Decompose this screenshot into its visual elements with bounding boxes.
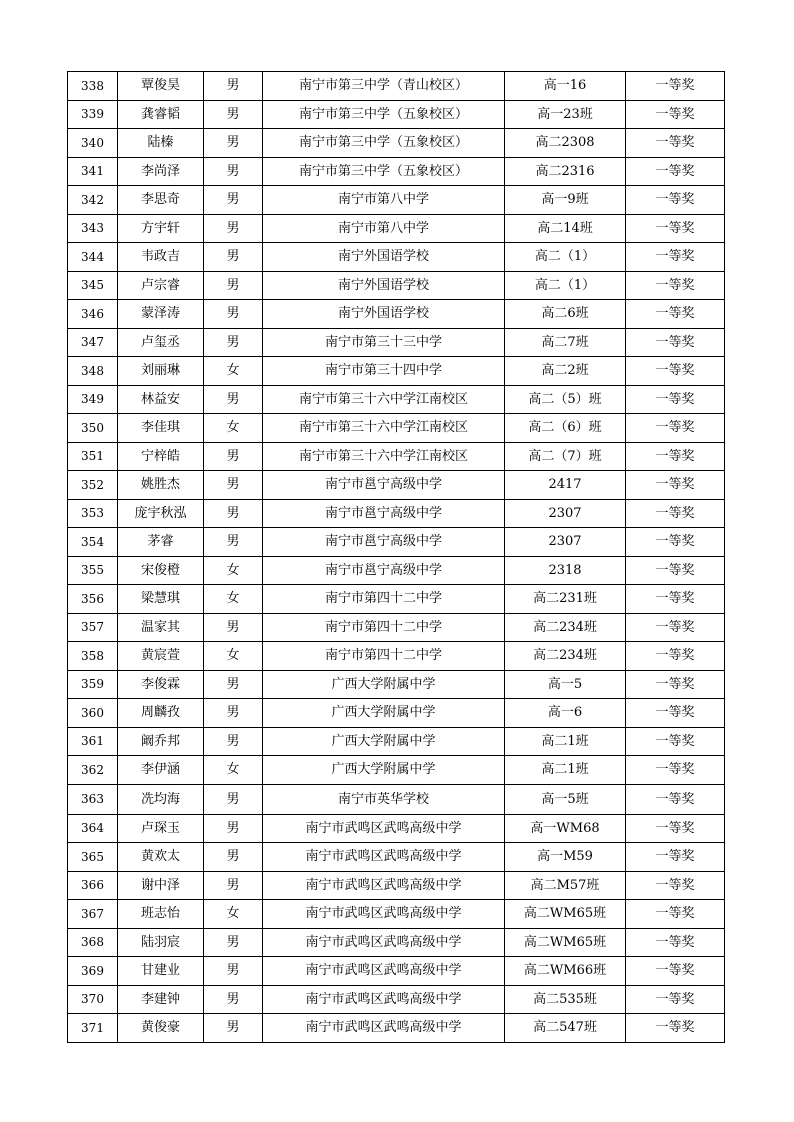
award-level: 一等奖 xyxy=(626,642,725,671)
award-level: 一等奖 xyxy=(626,414,725,443)
student-name: 庞宇秋泓 xyxy=(118,499,204,528)
award-level: 一等奖 xyxy=(626,385,725,414)
class-name: 高二234班 xyxy=(505,642,626,671)
table-row xyxy=(68,157,725,186)
gender-cell: 男 xyxy=(204,271,263,300)
gender-cell: 男 xyxy=(204,699,263,728)
class-name: 2417 xyxy=(505,471,626,500)
row-number: 354 xyxy=(68,528,118,557)
award-level: 一等奖 xyxy=(626,985,725,1014)
row-number: 356 xyxy=(68,585,118,614)
row-number: 342 xyxy=(68,186,118,215)
student-name: 卢琛玉 xyxy=(118,814,204,843)
class-name: 高一9班 xyxy=(505,186,626,215)
student-name: 蒙泽涛 xyxy=(118,300,204,329)
school-name: 南宁市第八中学 xyxy=(263,214,505,243)
gender-cell: 女 xyxy=(204,585,263,614)
student-name: 梁慧琪 xyxy=(118,585,204,614)
gender-cell: 男 xyxy=(204,670,263,699)
class-name: 高一5班 xyxy=(505,784,626,814)
row-number: 348 xyxy=(68,357,118,386)
award-level: 一等奖 xyxy=(626,528,725,557)
school-name: 南宁市武鸣区武鸣高级中学 xyxy=(263,871,505,900)
student-name: 龚睿韬 xyxy=(118,100,204,129)
table-row xyxy=(68,72,725,101)
school-name: 广西大学附属中学 xyxy=(263,670,505,699)
class-name: 高二（7）班 xyxy=(505,442,626,471)
gender-cell: 女 xyxy=(204,556,263,585)
school-name: 南宁市邕宁高级中学 xyxy=(263,528,505,557)
school-name: 广西大学附属中学 xyxy=(263,699,505,728)
row-number: 365 xyxy=(68,843,118,872)
gender-cell: 男 xyxy=(204,1014,263,1043)
gender-cell: 男 xyxy=(204,499,263,528)
row-number: 345 xyxy=(68,271,118,300)
gender-cell: 男 xyxy=(204,843,263,872)
school-name: 南宁市武鸣区武鸣高级中学 xyxy=(263,985,505,1014)
table-row xyxy=(68,756,725,785)
row-number: 353 xyxy=(68,499,118,528)
class-name: 2318 xyxy=(505,556,626,585)
gender-cell: 女 xyxy=(204,357,263,386)
table-row xyxy=(68,528,725,557)
award-level: 一等奖 xyxy=(626,300,725,329)
row-number: 366 xyxy=(68,871,118,900)
class-name: 高二547班 xyxy=(505,1014,626,1043)
table-row xyxy=(68,300,725,329)
student-name: 李伊涵 xyxy=(118,756,204,785)
student-name: 陆羽宸 xyxy=(118,928,204,957)
table-row xyxy=(68,784,725,814)
row-number: 341 xyxy=(68,157,118,186)
row-number: 352 xyxy=(68,471,118,500)
gender-cell: 男 xyxy=(204,385,263,414)
table-row xyxy=(68,357,725,386)
class-name: 2307 xyxy=(505,499,626,528)
student-name: 周麟孜 xyxy=(118,699,204,728)
table-row xyxy=(68,871,725,900)
school-name: 南宁市第四十二中学 xyxy=(263,585,505,614)
class-name: 高二2班 xyxy=(505,357,626,386)
award-table-body xyxy=(68,72,725,1043)
student-name: 冼均海 xyxy=(118,784,204,814)
row-number: 344 xyxy=(68,243,118,272)
class-name: 高二WM65班 xyxy=(505,900,626,929)
student-name: 韦政吉 xyxy=(118,243,204,272)
school-name: 南宁市第三十六中学江南校区 xyxy=(263,385,505,414)
award-level: 一等奖 xyxy=(626,928,725,957)
award-level: 一等奖 xyxy=(626,727,725,756)
award-level: 一等奖 xyxy=(626,328,725,357)
student-name: 卢玺丞 xyxy=(118,328,204,357)
school-name: 南宁市第四十二中学 xyxy=(263,642,505,671)
student-name: 林益安 xyxy=(118,385,204,414)
award-level: 一等奖 xyxy=(626,129,725,158)
student-name: 班志怡 xyxy=(118,900,204,929)
table-row xyxy=(68,442,725,471)
table-row xyxy=(68,271,725,300)
row-number: 368 xyxy=(68,928,118,957)
row-number: 367 xyxy=(68,900,118,929)
row-number: 349 xyxy=(68,385,118,414)
award-level: 一等奖 xyxy=(626,670,725,699)
class-name: 高二WM65班 xyxy=(505,928,626,957)
award-level: 一等奖 xyxy=(626,1014,725,1043)
class-name: 高二（1） xyxy=(505,271,626,300)
award-level: 一等奖 xyxy=(626,613,725,642)
student-name: 方宇轩 xyxy=(118,214,204,243)
row-number: 343 xyxy=(68,214,118,243)
row-number: 363 xyxy=(68,784,118,814)
student-name: 李俊霖 xyxy=(118,670,204,699)
student-name: 姚胜杰 xyxy=(118,471,204,500)
student-name: 宁梓皓 xyxy=(118,442,204,471)
student-name: 甘建业 xyxy=(118,957,204,986)
class-name: 高一16 xyxy=(505,72,626,101)
table-row xyxy=(68,414,725,443)
table-row xyxy=(68,814,725,843)
class-name: 高一M59 xyxy=(505,843,626,872)
class-name: 高二1班 xyxy=(505,756,626,785)
gender-cell: 男 xyxy=(204,957,263,986)
class-name: 高二14班 xyxy=(505,214,626,243)
class-name: 高二2308 xyxy=(505,129,626,158)
gender-cell: 男 xyxy=(204,300,263,329)
school-name: 南宁市第三中学（青山校区） xyxy=(263,72,505,101)
award-level: 一等奖 xyxy=(626,843,725,872)
school-name: 南宁市第三中学（五象校区） xyxy=(263,157,505,186)
school-name: 南宁市邕宁高级中学 xyxy=(263,556,505,585)
student-name: 陆榛 xyxy=(118,129,204,158)
gender-cell: 男 xyxy=(204,157,263,186)
row-number: 362 xyxy=(68,756,118,785)
award-level: 一等奖 xyxy=(626,585,725,614)
gender-cell: 男 xyxy=(204,613,263,642)
student-name: 黄欢太 xyxy=(118,843,204,872)
gender-cell: 男 xyxy=(204,727,263,756)
gender-cell: 男 xyxy=(204,928,263,957)
class-name: 高一6 xyxy=(505,699,626,728)
award-level: 一等奖 xyxy=(626,957,725,986)
school-name: 南宁市第三中学（五象校区） xyxy=(263,129,505,158)
table-row xyxy=(68,471,725,500)
gender-cell: 男 xyxy=(204,328,263,357)
table-row xyxy=(68,499,725,528)
school-name: 南宁市武鸣区武鸣高级中学 xyxy=(263,1014,505,1043)
student-name: 阚乔邦 xyxy=(118,727,204,756)
row-number: 346 xyxy=(68,300,118,329)
row-number: 370 xyxy=(68,985,118,1014)
award-level: 一等奖 xyxy=(626,699,725,728)
school-name: 南宁市邕宁高级中学 xyxy=(263,471,505,500)
school-name: 南宁市武鸣区武鸣高级中学 xyxy=(263,843,505,872)
award-table xyxy=(67,71,725,1043)
award-level: 一等奖 xyxy=(626,186,725,215)
table-row xyxy=(68,100,725,129)
class-name: 高二（5）班 xyxy=(505,385,626,414)
row-number: 357 xyxy=(68,613,118,642)
school-name: 南宁外国语学校 xyxy=(263,243,505,272)
gender-cell: 女 xyxy=(204,414,263,443)
row-number: 361 xyxy=(68,727,118,756)
school-name: 南宁市第三十四中学 xyxy=(263,357,505,386)
row-number: 364 xyxy=(68,814,118,843)
row-number: 359 xyxy=(68,670,118,699)
table-row xyxy=(68,385,725,414)
class-name: 高二2316 xyxy=(505,157,626,186)
table-row xyxy=(68,585,725,614)
row-number: 340 xyxy=(68,129,118,158)
row-number: 347 xyxy=(68,328,118,357)
gender-cell: 男 xyxy=(204,442,263,471)
class-name: 高二535班 xyxy=(505,985,626,1014)
student-name: 黄俊豪 xyxy=(118,1014,204,1043)
gender-cell: 男 xyxy=(204,72,263,101)
row-number: 371 xyxy=(68,1014,118,1043)
school-name: 南宁市武鸣区武鸣高级中学 xyxy=(263,957,505,986)
table-row xyxy=(68,727,725,756)
award-level: 一等奖 xyxy=(626,784,725,814)
table-row xyxy=(68,328,725,357)
award-level: 一等奖 xyxy=(626,871,725,900)
gender-cell: 男 xyxy=(204,528,263,557)
award-level: 一等奖 xyxy=(626,214,725,243)
school-name: 南宁市第三十六中学江南校区 xyxy=(263,414,505,443)
school-name: 南宁市英华学校 xyxy=(263,784,505,814)
table-row xyxy=(68,843,725,872)
award-level: 一等奖 xyxy=(626,471,725,500)
school-name: 南宁市第三中学（五象校区） xyxy=(263,100,505,129)
gender-cell: 男 xyxy=(204,186,263,215)
award-level: 一等奖 xyxy=(626,442,725,471)
school-name: 广西大学附属中学 xyxy=(263,727,505,756)
student-name: 宋俊橙 xyxy=(118,556,204,585)
student-name: 谢中泽 xyxy=(118,871,204,900)
table-row xyxy=(68,642,725,671)
gender-cell: 女 xyxy=(204,642,263,671)
row-number: 358 xyxy=(68,642,118,671)
row-number: 351 xyxy=(68,442,118,471)
row-number: 338 xyxy=(68,72,118,101)
school-name: 南宁外国语学校 xyxy=(263,271,505,300)
gender-cell: 男 xyxy=(204,985,263,1014)
class-name: 高二WM66班 xyxy=(505,957,626,986)
student-name: 李思奇 xyxy=(118,186,204,215)
gender-cell: 男 xyxy=(204,214,263,243)
row-number: 339 xyxy=(68,100,118,129)
gender-cell: 男 xyxy=(204,471,263,500)
class-name: 高二M57班 xyxy=(505,871,626,900)
class-name: 高二7班 xyxy=(505,328,626,357)
gender-cell: 女 xyxy=(204,900,263,929)
class-name: 高二（1） xyxy=(505,243,626,272)
school-name: 南宁市邕宁高级中学 xyxy=(263,499,505,528)
table-row xyxy=(68,699,725,728)
award-level: 一等奖 xyxy=(626,756,725,785)
student-name: 覃俊昊 xyxy=(118,72,204,101)
class-name: 高二（6）班 xyxy=(505,414,626,443)
class-name: 高一5 xyxy=(505,670,626,699)
class-name: 高二1班 xyxy=(505,727,626,756)
class-name: 高二231班 xyxy=(505,585,626,614)
award-level: 一等奖 xyxy=(626,100,725,129)
school-name: 南宁市武鸣区武鸣高级中学 xyxy=(263,928,505,957)
row-number: 369 xyxy=(68,957,118,986)
table-row xyxy=(68,985,725,1014)
award-level: 一等奖 xyxy=(626,357,725,386)
row-number: 350 xyxy=(68,414,118,443)
table-row xyxy=(68,243,725,272)
student-name: 刘丽琳 xyxy=(118,357,204,386)
gender-cell: 男 xyxy=(204,243,263,272)
gender-cell: 男 xyxy=(204,814,263,843)
class-name: 高一WM68 xyxy=(505,814,626,843)
award-level: 一等奖 xyxy=(626,499,725,528)
award-level: 一等奖 xyxy=(626,72,725,101)
table-row xyxy=(68,670,725,699)
class-name: 高一23班 xyxy=(505,100,626,129)
award-level: 一等奖 xyxy=(626,157,725,186)
school-name: 南宁市第三十六中学江南校区 xyxy=(263,442,505,471)
school-name: 南宁市武鸣区武鸣高级中学 xyxy=(263,900,505,929)
award-level: 一等奖 xyxy=(626,556,725,585)
award-level: 一等奖 xyxy=(626,271,725,300)
award-level: 一等奖 xyxy=(626,900,725,929)
student-name: 李建钟 xyxy=(118,985,204,1014)
student-name: 茅睿 xyxy=(118,528,204,557)
gender-cell: 男 xyxy=(204,784,263,814)
gender-cell: 男 xyxy=(204,100,263,129)
school-name: 南宁市第三十三中学 xyxy=(263,328,505,357)
student-name: 黄宸萱 xyxy=(118,642,204,671)
award-level: 一等奖 xyxy=(626,814,725,843)
table-row xyxy=(68,186,725,215)
school-name: 南宁市第四十二中学 xyxy=(263,613,505,642)
table-row xyxy=(68,214,725,243)
class-name: 高二6班 xyxy=(505,300,626,329)
school-name: 南宁市武鸣区武鸣高级中学 xyxy=(263,814,505,843)
table-row xyxy=(68,928,725,957)
school-name: 广西大学附属中学 xyxy=(263,756,505,785)
gender-cell: 男 xyxy=(204,129,263,158)
gender-cell: 女 xyxy=(204,756,263,785)
school-name: 南宁外国语学校 xyxy=(263,300,505,329)
row-number: 355 xyxy=(68,556,118,585)
student-name: 李尚泽 xyxy=(118,157,204,186)
award-level: 一等奖 xyxy=(626,243,725,272)
row-number: 360 xyxy=(68,699,118,728)
class-name: 2307 xyxy=(505,528,626,557)
gender-cell: 男 xyxy=(204,871,263,900)
class-name: 高二234班 xyxy=(505,613,626,642)
table-row xyxy=(68,957,725,986)
table-row xyxy=(68,1014,725,1043)
school-name: 南宁市第八中学 xyxy=(263,186,505,215)
table-row xyxy=(68,613,725,642)
student-name: 李佳琪 xyxy=(118,414,204,443)
student-name: 卢宗睿 xyxy=(118,271,204,300)
student-name: 温家其 xyxy=(118,613,204,642)
table-row xyxy=(68,556,725,585)
table-row xyxy=(68,129,725,158)
table-row xyxy=(68,900,725,929)
